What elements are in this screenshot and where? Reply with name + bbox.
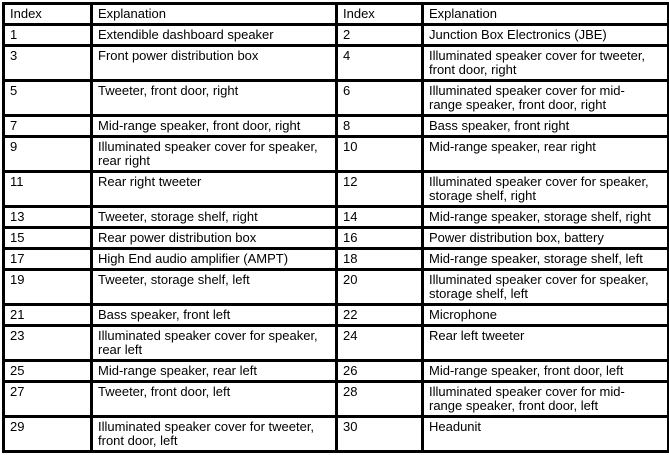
explanation-cell: Tweeter, front door, left: [92, 382, 337, 417]
table-row: [4, 46, 669, 81]
index-cell: 28: [337, 382, 423, 417]
table-row: [4, 207, 669, 228]
explanation-cell: Mid-range speaker, rear right: [423, 137, 669, 172]
explanation-cell: Headunit: [423, 417, 669, 452]
explanation-cell: Illuminated speaker cover for tweeter, front door, left: [92, 417, 337, 452]
header-row: [4, 4, 669, 25]
header-index-right: Index: [337, 4, 423, 25]
explanation-cell: Illuminated speaker cover for mid-range speaker, front door, left: [423, 382, 669, 417]
index-cell: 22: [337, 305, 423, 326]
index-cell: 13: [4, 207, 92, 228]
explanation-cell: Illuminated speaker cover for speaker, storage shelf, right: [423, 172, 669, 207]
table-row: [4, 270, 669, 305]
index-cell: 6: [337, 81, 423, 116]
index-cell: 19: [4, 270, 92, 305]
index-cell: 10: [337, 137, 423, 172]
explanation-cell: Extendible dashboard speaker: [92, 25, 337, 46]
table-row: [4, 172, 669, 207]
index-cell: 15: [4, 228, 92, 249]
index-cell: 9: [4, 137, 92, 172]
index-cell: 29: [4, 417, 92, 452]
explanation-cell: Mid-range speaker, front door, right: [92, 116, 337, 137]
index-explanation-table: [2, 2, 669, 453]
index-cell: 14: [337, 207, 423, 228]
index-cell: 18: [337, 249, 423, 270]
table-row: [4, 382, 669, 417]
table-row: [4, 326, 669, 361]
index-cell: 23: [4, 326, 92, 361]
table-body: [4, 25, 669, 452]
table-row: [4, 137, 669, 172]
explanation-cell: Mid-range speaker, storage shelf, right: [423, 207, 669, 228]
explanation-cell: Power distribution box, battery: [423, 228, 669, 249]
index-cell: 4: [337, 46, 423, 81]
explanation-cell: Bass speaker, front right: [423, 116, 669, 137]
table-row: [4, 25, 669, 46]
index-cell: 25: [4, 361, 92, 382]
index-cell: 30: [337, 417, 423, 452]
explanation-cell: Bass speaker, front left: [92, 305, 337, 326]
index-cell: 16: [337, 228, 423, 249]
header-explanation-right: Explanation: [423, 4, 669, 25]
index-cell: 3: [4, 46, 92, 81]
table-row: [4, 249, 669, 270]
table-row: [4, 228, 669, 249]
explanation-cell: Rear power distribution box: [92, 228, 337, 249]
header-explanation-left: Explanation: [92, 4, 337, 25]
index-cell: 11: [4, 172, 92, 207]
index-cell: 17: [4, 249, 92, 270]
index-cell: 5: [4, 81, 92, 116]
index-cell: 1: [4, 25, 92, 46]
explanation-cell: Mid-range speaker, storage shelf, left: [423, 249, 669, 270]
index-cell: 2: [337, 25, 423, 46]
explanation-cell: Illuminated speaker cover for speaker, rear right: [92, 137, 337, 172]
table-row: [4, 305, 669, 326]
index-cell: 26: [337, 361, 423, 382]
header-index-left: Index: [4, 4, 92, 25]
explanation-cell: Illuminated speaker cover for tweeter, front door, right: [423, 46, 669, 81]
index-cell: 21: [4, 305, 92, 326]
explanation-cell: Tweeter, storage shelf, left: [92, 270, 337, 305]
explanation-cell: High End audio amplifier (AMPT): [92, 249, 337, 270]
index-cell: 24: [337, 326, 423, 361]
table-row: [4, 81, 669, 116]
explanation-cell: Front power distribution box: [92, 46, 337, 81]
table-row: [4, 116, 669, 137]
explanation-cell: Mid-range speaker, rear left: [92, 361, 337, 382]
index-cell: 20: [337, 270, 423, 305]
explanation-cell: Rear left tweeter: [423, 326, 669, 361]
table-row: [4, 361, 669, 382]
explanation-cell: Rear right tweeter: [92, 172, 337, 207]
explanation-cell: Illuminated speaker cover for speaker, storage shelf, left: [423, 270, 669, 305]
explanation-cell: Illuminated speaker cover for mid-range speaker, front door, right: [423, 81, 669, 116]
index-cell: 12: [337, 172, 423, 207]
explanation-cell: Tweeter, storage shelf, right: [92, 207, 337, 228]
explanation-cell: Microphone: [423, 305, 669, 326]
index-cell: 27: [4, 382, 92, 417]
explanation-cell: Tweeter, front door, right: [92, 81, 337, 116]
explanation-cell: Illuminated speaker cover for speaker, rear left: [92, 326, 337, 361]
table-row: [4, 417, 669, 452]
explanation-cell: Mid-range speaker, front door, left: [423, 361, 669, 382]
index-cell: 8: [337, 116, 423, 137]
index-cell: 7: [4, 116, 92, 137]
explanation-cell: Junction Box Electronics (JBE): [423, 25, 669, 46]
